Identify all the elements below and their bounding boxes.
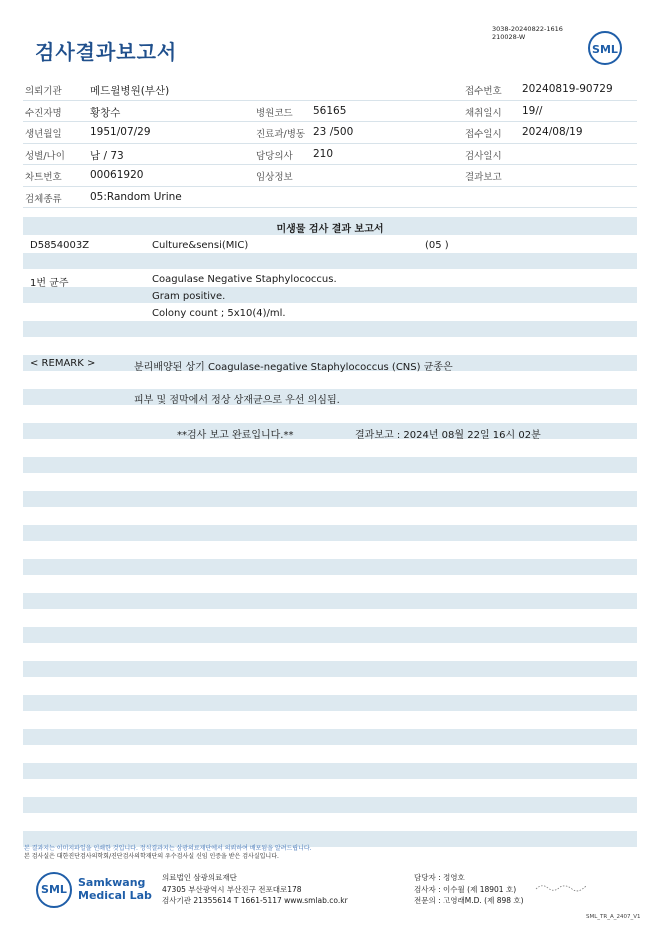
test-code: D5854003Z bbox=[30, 240, 90, 251]
shaded-band bbox=[23, 797, 637, 813]
info-row bbox=[23, 79, 637, 101]
info-label: 검사일시 bbox=[465, 150, 502, 162]
info-label: 진료과/병동 bbox=[256, 129, 306, 140]
shaded-band bbox=[23, 491, 637, 507]
info-row bbox=[23, 144, 637, 166]
staff-specialist: 전문의 : 고영래M.D. (제 898 호) bbox=[414, 896, 524, 905]
info-value: 메드윌병원(부산) bbox=[90, 85, 170, 97]
info-value: 1951/07/29 bbox=[90, 126, 151, 138]
shaded-band bbox=[23, 661, 637, 677]
info-label: 접수일시 bbox=[465, 129, 502, 140]
staff-in-charge: 담당자 : 정영호 bbox=[414, 873, 465, 882]
info-value: 남 / 73 bbox=[90, 149, 124, 162]
info-row bbox=[23, 165, 637, 187]
info-value: 20240819-90729 bbox=[522, 83, 613, 95]
shaded-band bbox=[23, 559, 637, 575]
address: 47305 부산광역시 부산진구 전포대로178 bbox=[162, 884, 302, 894]
test-name: Culture&sensi(MIC) bbox=[152, 240, 249, 251]
org-name: 의료법인 삼광의료재단 bbox=[162, 873, 237, 882]
info-label: 담당의사 bbox=[256, 150, 293, 162]
brand-line-2: Medical Lab bbox=[78, 889, 152, 902]
form-version: SML_TR_A_2407_V1 bbox=[586, 914, 641, 920]
test-code-secondary: (05 ) bbox=[425, 240, 449, 251]
info-label: 의뢰기관 bbox=[25, 86, 62, 97]
completion-message: **검사 보고 완료입니다.** bbox=[177, 430, 294, 441]
info-value: 23 /500 bbox=[313, 126, 354, 138]
footer-note-image: 본 결과지는 이미지파일을 인쇄한 것입니다. 정식결과지는 삼광의료재단에서 의뢰하여 배포됨을 알려드립니다. bbox=[24, 845, 312, 852]
doc-number-line-1: 3038-20240822-1616 bbox=[492, 25, 563, 33]
info-label: 차트번호 bbox=[25, 172, 62, 183]
organism-line: Coagulase Negative Staphylococcus. bbox=[152, 274, 337, 285]
info-value: 19// bbox=[522, 104, 543, 117]
remark-line: 피부 및 점막에서 정상 상재균으로 우선 의심됨. bbox=[134, 395, 340, 406]
footer-note-accreditation: 본 검사실은 대한진단검사의학회/진단검사의학재단의 우수검사실 신임 인증을 받은 검사실입니다. bbox=[24, 853, 279, 860]
organism-line: Gram positive. bbox=[152, 291, 226, 302]
info-value: 2024/08/19 bbox=[522, 126, 583, 138]
organism-label: 1번 균주 bbox=[30, 278, 69, 289]
info-value: 56165 bbox=[313, 104, 347, 117]
info-row bbox=[23, 101, 637, 123]
info-label: 검체종류 bbox=[25, 193, 62, 205]
signature-mark bbox=[534, 880, 589, 894]
document-number bbox=[492, 25, 563, 41]
info-value: 05:Random Urine bbox=[90, 190, 182, 203]
shaded-band bbox=[23, 321, 637, 337]
sml-logo-top: SML bbox=[588, 31, 622, 65]
contact: 검사기관 21355614 T 1661-5117 www.smlab.co.kr bbox=[162, 896, 348, 905]
info-value: 210 bbox=[313, 147, 334, 160]
sml-logo-bottom: SML bbox=[36, 872, 72, 908]
info-label: 임상정보 bbox=[256, 172, 293, 183]
brand-line-1: Samkwang bbox=[78, 876, 146, 889]
remark-line: 분리배양된 상기 Coagulase-negative Staphylococcus (CNS) 균종은 bbox=[134, 362, 453, 373]
info-row bbox=[23, 122, 637, 144]
shaded-band bbox=[23, 729, 637, 745]
info-value: 황창수 bbox=[90, 106, 121, 119]
shaded-band bbox=[23, 287, 637, 303]
info-value: 00061920 bbox=[90, 169, 144, 181]
info-label: 수진자명 bbox=[25, 107, 62, 119]
shaded-band bbox=[23, 695, 637, 711]
shaded-band bbox=[23, 627, 637, 643]
info-label: 결과보고 bbox=[465, 172, 502, 183]
shaded-band bbox=[23, 253, 637, 269]
shaded-band bbox=[23, 593, 637, 609]
info-label: 채취일시 bbox=[465, 107, 502, 119]
info-label: 병원코드 bbox=[256, 107, 293, 119]
brand-name bbox=[78, 876, 152, 902]
result-report-time: 결과보고 : 2024년 08월 22일 16시 02분 bbox=[355, 430, 541, 441]
staff-tester: 검사자 : 이수월 (제 18901 호) bbox=[414, 884, 517, 894]
staff-signatures bbox=[414, 872, 524, 907]
shaded-band bbox=[23, 457, 637, 473]
doc-number-line-2: 210028-W bbox=[492, 33, 526, 41]
info-label: 접수번호 bbox=[465, 86, 502, 97]
shaded-band bbox=[23, 525, 637, 541]
patient-info-table bbox=[23, 79, 637, 208]
organization-address bbox=[162, 872, 348, 907]
page-title: 검사결과보고서 bbox=[35, 40, 178, 64]
info-label: 생년월일 bbox=[25, 129, 62, 140]
info-label: 성별/나이 bbox=[25, 150, 65, 162]
shaded-band bbox=[23, 763, 637, 779]
info-row bbox=[23, 187, 637, 209]
organism-line: Colony count ; 5x10(4)/ml. bbox=[152, 308, 286, 319]
section-title: 미생물 검사 결과 보고서 bbox=[276, 224, 384, 235]
remark-label: < REMARK > bbox=[30, 358, 96, 369]
shaded-band bbox=[23, 423, 637, 439]
